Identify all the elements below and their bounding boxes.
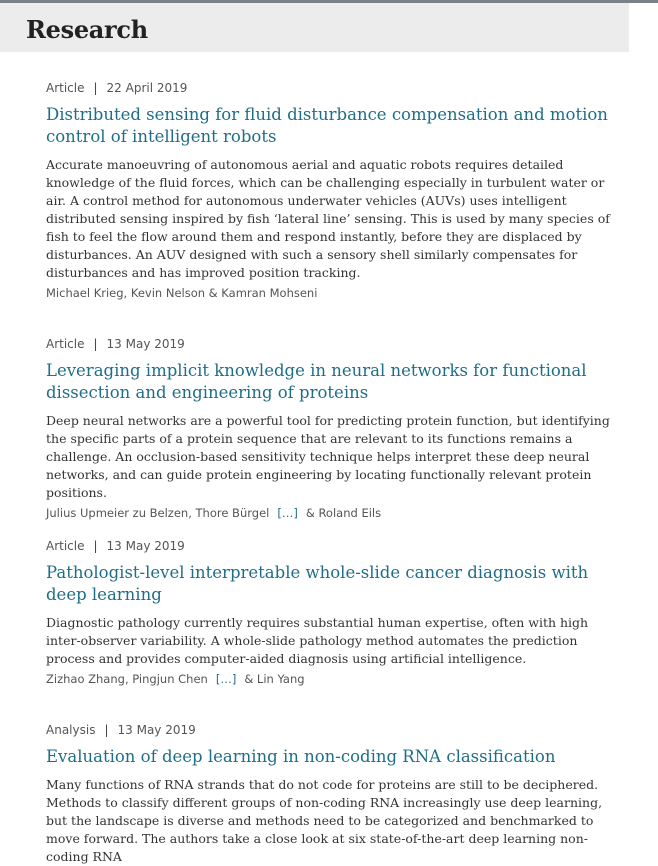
authors-last: & Roland Eils — [305, 506, 382, 520]
article-meta — [46, 336, 624, 352]
article-date: 13 May 2019 — [106, 337, 185, 351]
expand-authors-link[interactable]: […] — [277, 506, 298, 520]
article-description: Diagnostic pathology currently requires substantial human expertise, often with high inter-observer variability. A whole-slide pathology method automates the prediction process and provides computer-aided diagnosis using artificial intelligence. — [46, 615, 589, 666]
article-meta — [46, 722, 624, 738]
expand-authors-link[interactable]: […] — [215, 672, 237, 686]
meta-separator: | — [104, 723, 109, 737]
article-authors — [46, 505, 624, 522]
article-title-link[interactable]: Pathologist-level interpretable whole-slide cancer diagnosis with deep learning — [46, 563, 589, 604]
article-date: 22 April 2019 — [106, 81, 188, 95]
article-title-link[interactable]: Evaluation of deep learning in non-coding RNA classification — [46, 747, 556, 766]
article-type: Article — [46, 539, 85, 553]
authors-first: Julius Upmeier zu Belzen, Thore Bürgel — [46, 506, 270, 520]
page-title: Research — [26, 15, 148, 44]
article-title-link[interactable]: Leveraging implicit knowledge in neural networks for functional dissection and engineering of proteins — [46, 361, 587, 402]
article-item — [46, 722, 624, 866]
article-description: Deep neural networks are a powerful tool for predicting protein function, but identifying the specific parts of a protein sequence that are relevant to its functions remains a challenge. An occlusion-based sensitivity technique helps interpret these deep neural networks, and can guide protein engineering by locating functionally relevant protein positions. — [46, 413, 610, 500]
article-date: 13 May 2019 — [106, 539, 185, 553]
article-description: Accurate manoeuvring of autonomous aerial and aquatic robots requires detailed knowledge of the fluid forces, which can be challenging especially in turbulent water or air. A control method for autonomous underwater vehicles (AUVs) uses intelligent distributed sensing inspired by fish ‘lateral line’ sensing. This is used by many species of fish to feel the flow around them and respond instantly, before they are displaced by disturbances. An AUV designed with such a sensory shell similarly compensates for disturbances and has improved position tracking. — [46, 157, 610, 280]
article-item — [46, 80, 624, 302]
article-type: Article — [46, 81, 85, 95]
article-title-link[interactable]: Distributed sensing for fluid disturbance compensation and motion control of intelligent robots — [46, 105, 608, 146]
authors-last: & Lin Yang — [244, 672, 305, 686]
article-type: Article — [46, 337, 85, 351]
article-authors: Michael Krieg, Kevin Nelson & Kamran Mohseni — [46, 286, 318, 300]
article-date: 13 May 2019 — [117, 723, 196, 737]
article-authors — [46, 671, 624, 688]
article-item — [46, 336, 624, 522]
article-item — [46, 538, 624, 688]
authors-first: Zizhao Zhang, Pingjun Chen — [46, 672, 208, 686]
article-description: Many functions of RNA strands that do not code for proteins are still to be deciphered. Methods to classify different groups of non-coding RNA increasingly use deep learning, but the landscape is diverse and methods need to be categorized and benchmarked to move forward. The authors take a close look at six state-of-the-art deep learning non-coding RNA — [46, 777, 603, 864]
article-type: Analysis — [46, 723, 96, 737]
article-meta — [46, 80, 624, 96]
meta-separator: | — [93, 337, 98, 351]
section-header — [0, 3, 629, 52]
meta-separator: | — [93, 539, 98, 553]
meta-separator: | — [93, 81, 98, 95]
article-meta — [46, 538, 624, 554]
